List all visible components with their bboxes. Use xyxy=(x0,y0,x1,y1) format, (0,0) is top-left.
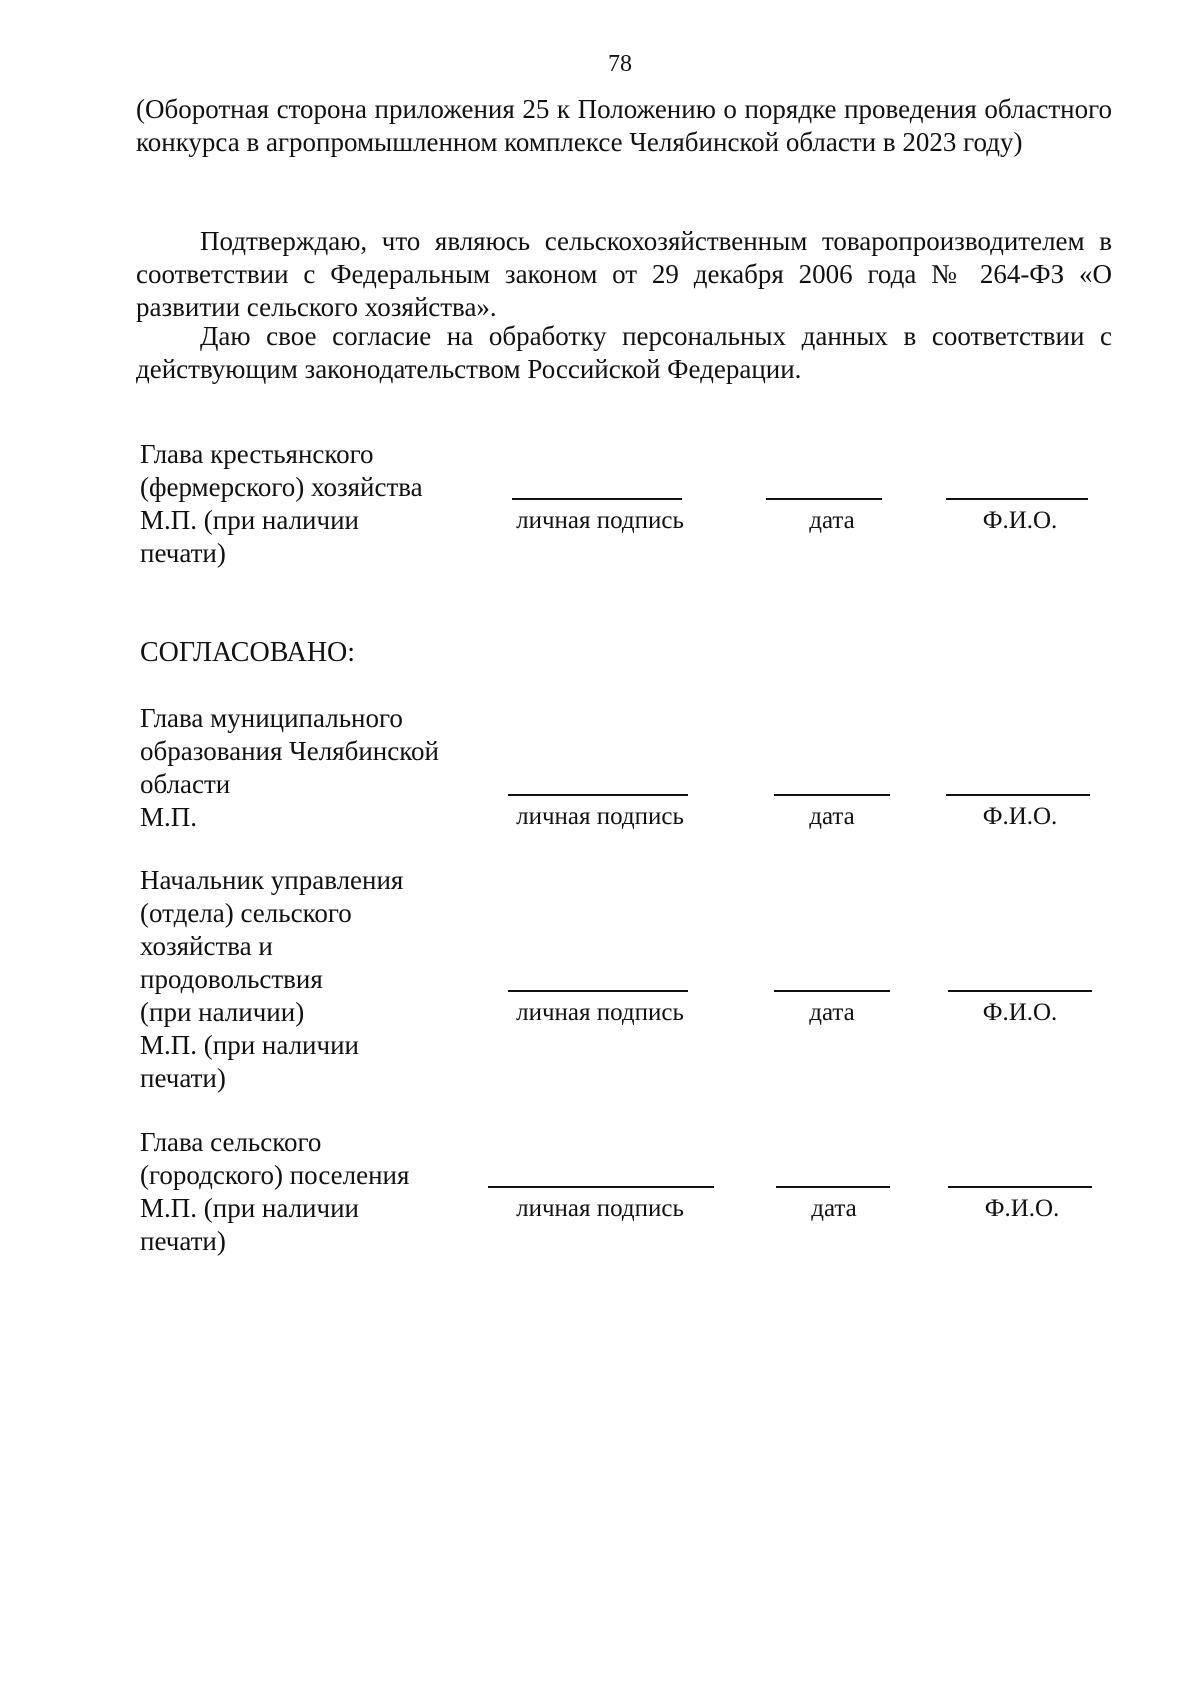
date-line xyxy=(774,794,890,796)
signature-line xyxy=(508,990,688,992)
signer-block-settlement-head xyxy=(140,1126,460,1258)
signature-caption: личная подпись xyxy=(516,507,684,534)
name-line xyxy=(946,794,1090,796)
name-caption: Ф.И.О. xyxy=(984,1195,1060,1222)
signer-label-line: М.П. (при наличии xyxy=(140,505,359,535)
signature-caption: личная подпись xyxy=(516,999,684,1026)
paragraph-consent: Даю свое согласие на обработку персональных данных в соответствии с действующим законодательством Российской Федерации. xyxy=(136,321,1112,384)
date-caption: дата xyxy=(809,803,855,830)
date-line xyxy=(774,990,890,992)
name-caption: Ф.И.О. xyxy=(982,999,1058,1026)
name-line xyxy=(948,1186,1092,1188)
date-line xyxy=(776,1186,890,1188)
signer-label-line: (городского) поселения xyxy=(140,1160,410,1190)
signature-line xyxy=(488,1186,714,1188)
signer-label-line: (фермерского) хозяйства xyxy=(140,472,423,502)
signer-label-line: М.П. (при наличии xyxy=(140,1030,359,1060)
date-caption: дата xyxy=(811,1195,857,1222)
signer-block-municipal-head xyxy=(140,702,460,834)
signer-label-line: печати) xyxy=(140,1063,226,1093)
page-number: 78 xyxy=(608,51,632,77)
signature-line xyxy=(512,498,682,500)
signer-label-line: Глава сельского xyxy=(140,1127,322,1157)
name-line xyxy=(948,990,1092,992)
signer-label-line: области xyxy=(140,769,231,799)
signer-label-line: Глава крестьянского xyxy=(140,439,374,469)
signer-label-line: печати) xyxy=(140,1226,226,1256)
signer-label-line: Начальник управления xyxy=(140,865,404,895)
signer-label-line: хозяйства и xyxy=(140,931,273,961)
date-caption: дата xyxy=(809,507,855,534)
approved-heading: СОГЛАСОВАНО: xyxy=(140,637,356,668)
signer-label-line: продовольствия xyxy=(140,964,323,994)
signer-label-line: печати) xyxy=(140,538,226,568)
date-caption: дата xyxy=(809,999,855,1026)
heading-note: (Оборотная сторона приложения 25 к Положению о порядке проведения областного конкурса в агропромышленном комплексе Челябинской области в 2023 году) xyxy=(136,94,1112,157)
signer-label-line: образования Челябинской xyxy=(140,736,439,766)
signer-label-line: М.П. xyxy=(140,802,198,832)
date-line xyxy=(766,498,882,500)
name-caption: Ф.И.О. xyxy=(982,803,1058,830)
signer-label-line: (при наличии) xyxy=(140,997,305,1027)
signer-label-line: Глава муниципального xyxy=(140,703,403,733)
signer-label-line: (отдела) сельского xyxy=(140,898,352,928)
signer-block-agriculture-head xyxy=(140,864,460,1095)
name-line xyxy=(946,498,1088,500)
signature-caption: личная подпись xyxy=(516,1195,684,1222)
signer-label-line: М.П. (при наличии xyxy=(140,1193,359,1223)
signature-caption: личная подпись xyxy=(516,803,684,830)
signer-block-farm-head xyxy=(140,438,460,570)
paragraph-confirmation: Подтверждаю, что являюсь сельскохозяйственным товаропроизводителем в соответствии с Федеральным законом от 29 декабря 2006 года № 264-ФЗ «О развитии сельского хозяйства». xyxy=(136,226,1112,322)
name-caption: Ф.И.О. xyxy=(982,507,1058,534)
signature-line xyxy=(508,794,688,796)
